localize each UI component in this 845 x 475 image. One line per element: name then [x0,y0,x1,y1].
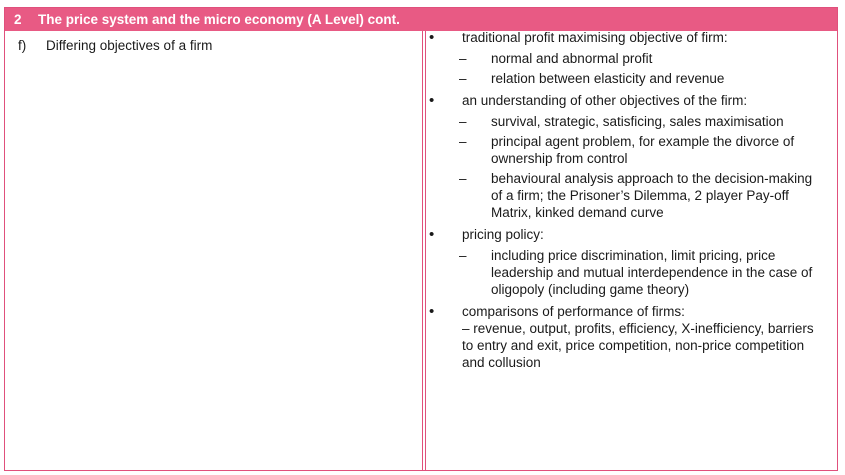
bullet-item: • traditional profit maximising objective of firm: [427,29,822,46]
sub-item: – behavioural analysis approach to the decision-making of a firm; the Prisoner’s Dilemma, 2 player Pay-off Matrix, kinked demand curve [427,170,822,221]
topic-cell [18,37,212,54]
column-divider [422,31,426,470]
sub-item: – normal and abnormal profit [427,50,822,67]
bullet-line: • comparisons of performance of firms: [462,304,685,319]
bullet-item: • an understanding of other objectives of the firm: [427,92,822,109]
sub-item: – relation between elasticity and revenue [427,70,822,87]
topic-letter: f) [18,38,27,53]
sub-item: – survival, strategic, satisficing, sales maximisation [427,113,822,130]
sub-item: – including price discrimination, limit pricing, price leadership and mutual interdependence in the case of oligopoly (including game theory) [427,247,822,298]
section-number: 2 [14,12,22,27]
bullet-line: – revenue, output, profits, efficiency, X-inefficiency, barriers to entry and exit, price competition, non-price competition and collusion [462,321,814,370]
sub-item: – principal agent problem, for example the divorce of ownership from control [427,133,822,167]
content-cell [427,29,822,375]
topic-title: Differing objectives of a firm [46,38,213,53]
bullet-item [427,303,822,371]
bullet-item: • pricing policy: [427,226,822,243]
section-title: The price system and the micro economy (A Level) cont. [38,12,400,27]
section-header [5,8,837,31]
